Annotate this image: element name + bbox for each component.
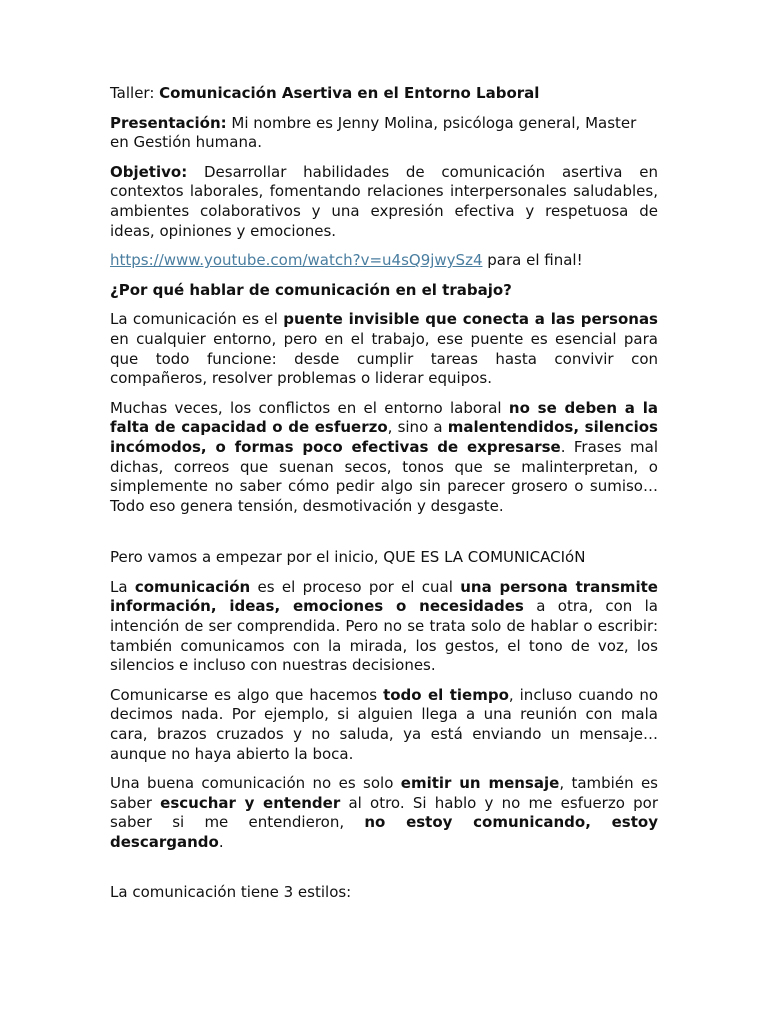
presentation-paragraph: Presentación: Mi nombre es Jenny Molina, psicóloga general, Master en Gestión humana. — [110, 113, 637, 152]
paragraph-conflicts: Muchas veces, los conflictos en el entorno laboral no se deben a la falta de capacidad o de esfuerzo, sino a malentendidos, silencios incómodos, o formas poco efectivas de expresarse. Frases mal dichas, correos que suenan secos, tonos que se malinterpretan, o simplemente no saber cómo pedir algo sin parecer grosero o sumiso… Todo eso genera tensión, desmotivación y desgaste. — [110, 398, 658, 515]
document-title: Taller: Comunicación Asertiva en el Entorno Laboral — [110, 84, 540, 102]
paragraph-all-the-time: Comunicarse es algo que hacemos todo el tiempo, incluso cuando no decimos nada. Por ejemplo, si alguien llega a una reunión con mala cara, brazos cruzados y no saluda, ya está enviando un mensaje… aunque no haya abierto la boca. — [110, 685, 658, 763]
paragraph-bridge: La comunicación es el puente invisible que conecta a las personas en cualquier entorno, pero en el trabajo, ese puente es esencial para que todo funcione: desde cumplir tareas hasta convivir con compañeros, resolver problemas o liderar equipos. — [110, 310, 658, 388]
paragraph-good-communication: Una buena comunicación no es solo emitir un mensaje, también es saber escuchar y entender al otro. Si hablo y no me esfuerzo por saber si me entendieron, no estoy comunicando, estoy descargando. — [110, 774, 659, 851]
youtube-link[interactable]: https://www.youtube.com/watch?v=u4sQ9jwySz4 — [110, 251, 483, 270]
paragraph-definition: La comunicación es el proceso por el cual una persona transmite información, ideas, emociones o necesidades a otra, con la intención de ser comprendida. Pero no se trata solo de hablar o escribir: también comunicamos con la mirada, los gestos, el tono de voz, los silencios e incluso con nuestras decisiones. — [110, 577, 658, 675]
section-heading-why: ¿Por qué hablar de comunicación en el trabajo? — [110, 280, 512, 299]
document-body — [110, 84, 658, 912]
objective-label: Objetivo: — [110, 162, 188, 181]
video-paragraph: https://www.youtube.com/watch?v=u4sQ9jwySz4 para el final! — [110, 251, 583, 270]
title-bold: Comunicación Asertiva en el Entorno Laboral — [159, 84, 540, 102]
styles-intro: La comunicación tiene 3 estilos: — [110, 882, 352, 901]
objective-paragraph: Objetivo: Desarrollar habilidades de comunicación asertiva en contextos laborales, fomentando relaciones interpersonales saludables, ambientes colaborativos y una expresión efectiva y respetuosa de ideas, opiniones y emociones. — [110, 162, 658, 240]
presentation-label: Presentación: — [110, 113, 227, 132]
intro-what-is: Pero vamos a empezar por el inicio, QUE ES LA COMUNICACIóN — [110, 548, 586, 567]
